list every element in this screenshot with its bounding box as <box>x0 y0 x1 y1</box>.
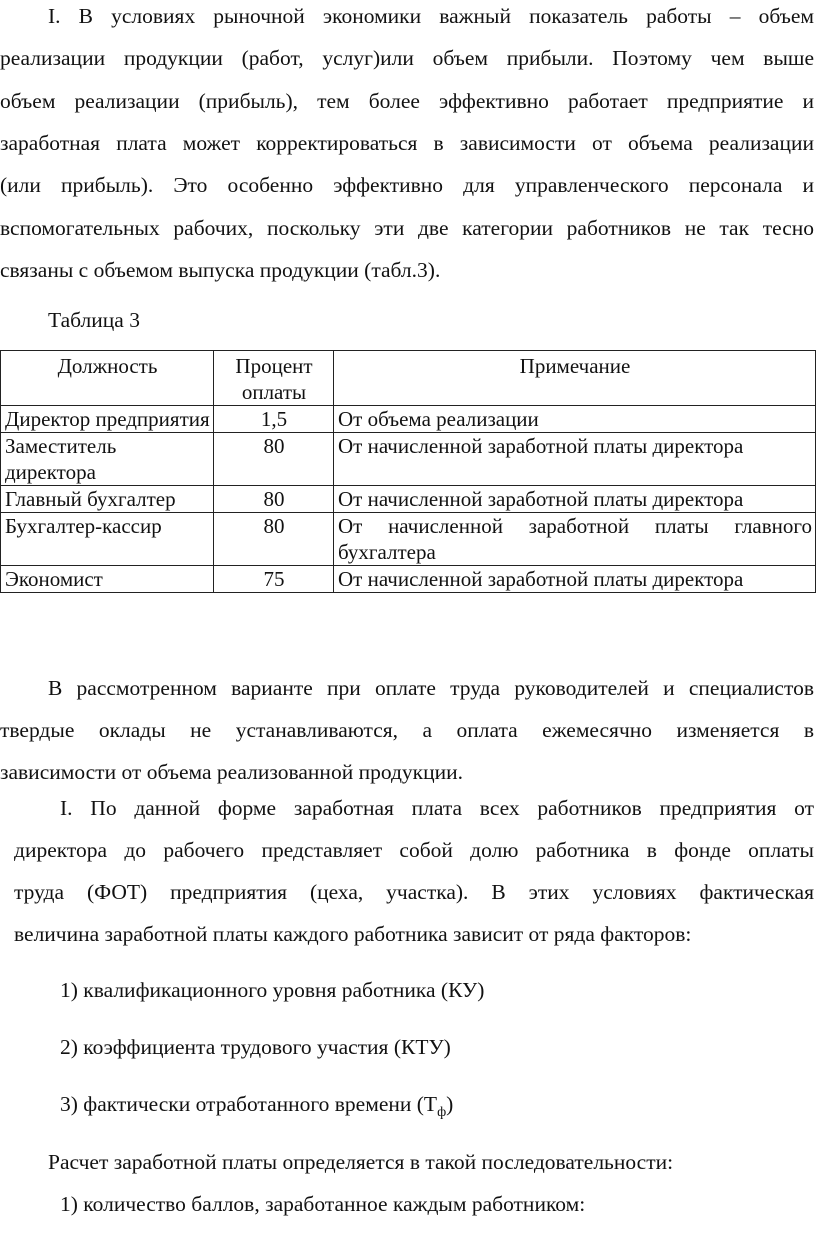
cell-position: Директор предприятия <box>1 406 214 433</box>
cell-position: Заместитель директора <box>1 433 214 486</box>
paragraph-line: величина заработной платы каждого работника зависит от ряда факторов: <box>14 922 692 946</box>
cell-percent: 1,5 <box>214 406 334 433</box>
cell-percent: 80 <box>214 486 334 513</box>
roman-marker: I. <box>48 4 61 28</box>
cell-note: От начисленной заработной платы главного бухгалтера <box>334 513 816 566</box>
cell-note: От начисленной заработной платы директора <box>334 433 816 486</box>
list-item: 2) коэффициента трудового участия (КТУ) <box>60 1035 451 1059</box>
header-note: Примечание <box>334 351 816 406</box>
list-item: 1) количество баллов, заработанное каждым работником: <box>60 1192 586 1216</box>
calc-intro: Расчет заработной платы определяется в такой последовательности: <box>48 1150 674 1174</box>
cell-position: Главный бухгалтер <box>1 486 214 513</box>
paragraph-line: объем реализации (прибыль), тем более эффективно работает предприятие и <box>0 89 814 113</box>
paragraph-line: заработная плата может корректироваться в зависимости от объема реализации <box>0 131 814 155</box>
table-row <box>1 513 816 566</box>
paragraph-line: В рассмотренном варианте при оплате труда руководителей и специалистов <box>48 676 814 700</box>
table-caption: Таблица 3 <box>48 308 140 332</box>
cell-percent: 80 <box>214 513 334 566</box>
table-3 <box>0 350 816 593</box>
paragraph-line: I. По данной форме заработная плата всех работников предприятия от <box>60 796 814 820</box>
cell-position: Бухгалтер-кассир <box>1 513 214 566</box>
header-percent: Процент оплаты <box>214 351 334 406</box>
paragraph-line: зависимости от объема реализованной продукции. <box>0 760 463 784</box>
cell-note: От начисленной заработной платы директора <box>334 566 816 593</box>
header-position: Должность <box>1 351 214 406</box>
list-item: 3) фактически отработанного времени $(Т_ф)$ <box>60 1092 454 1120</box>
paragraph-line: вспомогательных рабочих, поскольку эти две категории работников не так тесно <box>0 216 814 240</box>
table-row <box>1 566 816 593</box>
cell-percent: 75 <box>214 566 334 593</box>
table-header-row <box>1 351 816 406</box>
paragraph-line: I. В условиях рыночной экономики важный показатель работы – объем <box>48 4 815 28</box>
cell-note: От объема реализации <box>334 406 816 433</box>
paragraph-line: связаны с объемом выпуска продукции (табл.3). <box>0 258 441 282</box>
paragraph-line: директора до рабочего представляет собой долю работника в фонде оплаты <box>14 838 814 862</box>
paragraph-line: твердые оклады не устанавливаются, а оплата ежемесячно изменяется в <box>0 718 814 742</box>
cell-percent: 80 <box>214 433 334 486</box>
subscript: ф <box>437 1105 447 1120</box>
table-row <box>1 486 816 513</box>
paragraph-line: реализации продукции (работ, услуг)или объем прибыли. Поэтому чем выше <box>0 46 814 70</box>
paragraph-line: труда (ФОТ) предприятия (цеха, участка). В этих условиях фактическая <box>14 880 814 904</box>
table-row <box>1 433 816 486</box>
table-row <box>1 406 816 433</box>
paragraph-line: (или прибыль). Это особенно эффективно для управленческого персонала и <box>0 173 814 197</box>
cell-position: Экономист <box>1 566 214 593</box>
list-item: 1) квалификационного уровня работника (КУ) <box>60 978 485 1002</box>
cell-note: От начисленной заработной платы директора <box>334 486 816 513</box>
roman-marker: I. <box>60 796 73 820</box>
